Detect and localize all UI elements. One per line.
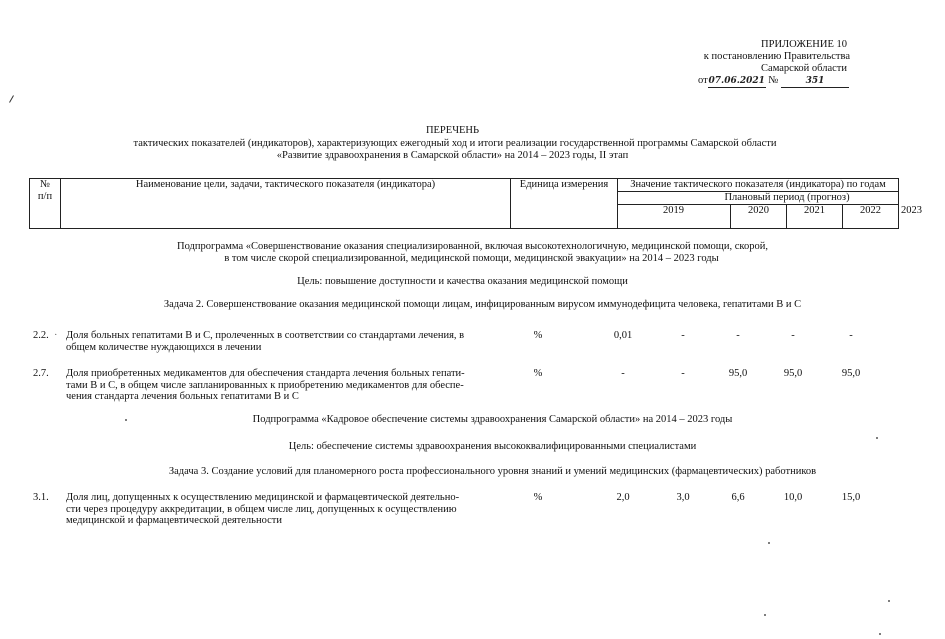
scan-speck (879, 633, 881, 635)
value-2022: - (791, 330, 795, 341)
value-2021: 6,6 (731, 492, 745, 503)
value-2021: - (736, 330, 740, 341)
goal-heading: Цель: обеспечение системы здравоохранения высококвалифицированными специалистами (288, 441, 697, 452)
value-2020: - (681, 330, 685, 341)
appendix-line: Самарской области (761, 63, 847, 74)
value-2023: 95,0 (841, 368, 861, 379)
header-cell-values: Значение тактического показателя (индикатора) по годам (618, 179, 899, 192)
header-cell-name: Наименование цели, задачи, тактического показателя (индикатора) (61, 179, 511, 229)
scan-speck (125, 419, 127, 421)
appendix-date-line (627, 75, 849, 88)
scan-speck (764, 614, 766, 616)
handwritten-number: 351 (781, 75, 849, 88)
header-year-2021: 2021 (787, 205, 843, 229)
from-label: от (698, 75, 708, 86)
scan-speck (888, 600, 890, 602)
handwritten-date: 07.06.2021 (708, 76, 765, 86)
value-2019: - (621, 368, 625, 379)
row-number: 2.7. (33, 368, 49, 379)
unit-cell: % (533, 492, 543, 503)
value-2022: 10,0 (783, 492, 803, 503)
stray-mark (9, 95, 14, 102)
value-2022: 95,0 (783, 368, 803, 379)
indicator-name: Доля лиц, допущенных к осуществлению медицинской и фармацевтической деятельно- сти через процедуру аккредитации, в общем числе лиц, допущенных к осуществлению медицинской и фармацевтической деятельности (66, 492, 460, 526)
title-line: «Развитие здравоохранения в Самарской области» на 2014 – 2023 годы, II этап (276, 150, 629, 161)
document-title (0, 125, 905, 163)
title-main: ПЕРЕЧЕНЬ (425, 125, 480, 136)
indicator-name: Доля приобретенных медикаментов для обеспечения стандарта лечения больных гепати- тами В и С, в общем числе запланированных к приобретению медикаментов для обеспе- чения стандарта лечения больных гепатитами В и С (66, 368, 465, 402)
header-year-2020: 2020 (731, 205, 787, 229)
indicator-name: Доля больных гепатитами В и С, пролеченных в соответствии со стандартами лечения, в общем количестве нуждающихся в лечении (66, 330, 465, 353)
header-cell-period: Плановый период (прогноз) (618, 192, 899, 205)
value-2019: 2,0 (616, 492, 630, 503)
scan-speck (876, 437, 878, 439)
header-year-2019: 2019 (618, 205, 731, 229)
header-year-2022: 2022 (843, 205, 899, 229)
appendix-title: ПРИЛОЖЕНИЕ 10 (761, 39, 847, 50)
subprogram-heading: Подпрограмма «Кадровое обеспечение системы здравоохранения Самарской области» на 2014 – 2023 годы (252, 414, 733, 425)
indicator-table-header: № п/п Наименование цели, задачи, тактического показателя (индикатора) Единица измерения Значение тактического показателя (индикатора) по годам Плановый период (прогноз) 2019 2020 2021 2022 2023 (29, 178, 899, 229)
subprogram-heading: Подпрограмма «Совершенствование оказания специализированной, включая высокотехнологичную, медицинской помощи, скорой, в том числе скорой специализированной, медицинской помощи, медицинской эвакуации» на 2014 – 2023 годы (177, 241, 768, 264)
value-2021: 95,0 (728, 368, 748, 379)
value-2019: 0,01 (613, 330, 633, 341)
header-cell-number: № п/п (30, 179, 61, 229)
value-2023: - (849, 330, 853, 341)
row-bullet: · (54, 330, 58, 341)
title-line: тактических показателей (индикаторов), характеризующих ежегодный ход и итоги реализации государственной программы Самарской области (133, 137, 777, 149)
appendix-block (627, 39, 850, 88)
number-label: № (768, 75, 779, 86)
header-cell-unit: Единица измерения (511, 179, 618, 229)
scan-speck (768, 542, 770, 544)
appendix-line: к постановлению Правительства (703, 51, 850, 62)
goal-heading: Цель: повышение доступности и качества оказания медицинской помощи (297, 276, 628, 287)
row-number: 3.1. (33, 492, 49, 503)
value-2023: 15,0 (841, 492, 861, 503)
unit-cell: % (533, 330, 543, 341)
unit-cell: % (533, 368, 543, 379)
row-number: 2.2. (33, 330, 49, 341)
value-2020: - (681, 368, 685, 379)
value-2020: 3,0 (676, 492, 690, 503)
task-heading: Задача 2. Совершенствование оказания медицинской помощи лицам, инфицированным вирусом иммунодефицита человека, гепатитами В и С (163, 299, 802, 310)
task-heading: Задача 3. Создание условий для планомерного роста профессионального уровня знаний и умений медицинских (фармацевтических) работников (168, 466, 817, 477)
